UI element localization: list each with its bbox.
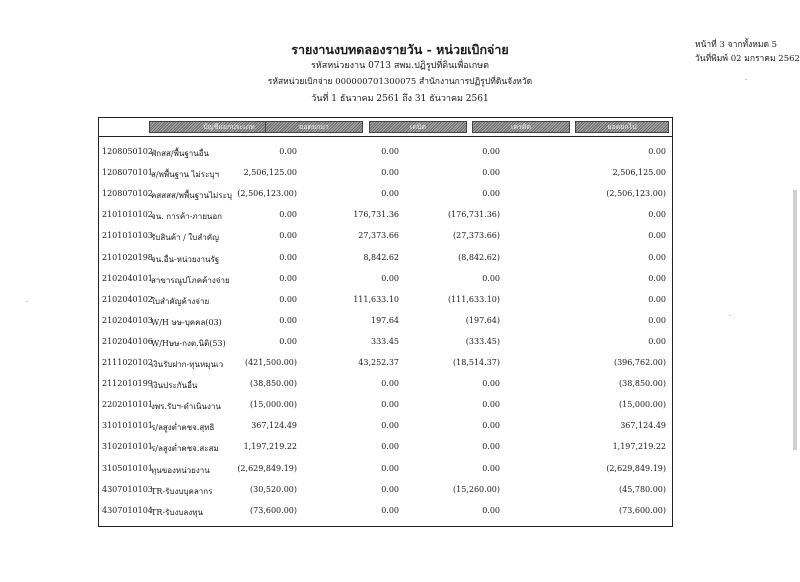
account-code: 3102010101	[102, 442, 153, 452]
account-name: รับสินค้า / ใบสำคัญ	[151, 233, 219, 243]
carried-forward-value: 0.00	[648, 273, 666, 283]
credit-value: 0.00	[482, 189, 500, 199]
account-code: 3105010101	[102, 463, 153, 473]
account-name: จน.อื่น-หน่วยงานรัฐ	[151, 254, 220, 264]
carried-forward-value: (15,000.00)	[619, 400, 666, 410]
carried-forward-value: 1,197,219.22	[612, 442, 666, 452]
account-name: W/Hษษ-กงต.นิติ(53)	[151, 338, 226, 348]
brought-forward-value: 367,124.49	[251, 421, 297, 431]
table-row	[99, 145, 672, 163]
credit-value: 0.00	[482, 442, 500, 452]
carried-forward-value: (45,780.00)	[619, 484, 666, 494]
print-date: วันที่พิมพ์ 02 มกราคม 2562	[695, 54, 800, 64]
carried-forward-value: (2,506,123.00)	[606, 189, 666, 199]
account-name: คสสสส/พพื้นฐานไม่ระบุ	[151, 191, 232, 201]
debit-value: 0.00	[381, 189, 399, 199]
report-title: รายงานงบทดลองรายวัน - หน่วยเบิกจ่าย	[291, 42, 509, 57]
debit-value: 27,373.66	[358, 231, 399, 241]
debit-value: 197.64	[371, 315, 399, 325]
credit-value: (15,260.00)	[453, 484, 500, 494]
account-code: 2202010101	[102, 400, 153, 410]
credit-value: (197.64)	[465, 315, 500, 325]
account-code: 1208070101	[102, 168, 153, 178]
account-code: 2101010102	[102, 210, 153, 220]
brought-forward-value: 0.00	[279, 147, 297, 156]
brought-forward-value: 0.00	[279, 252, 297, 262]
brought-forward-value: (38,850.00)	[250, 379, 297, 389]
table-row	[99, 208, 672, 226]
col-header-debit: เดบิต	[369, 121, 467, 133]
carried-forward-value: (38,850.00)	[619, 379, 666, 389]
credit-value: 0.00	[482, 400, 500, 410]
agency-line: รหัสหน่วยงาน 0713 สพม.ปฏิรูปที่ดินเพื่อเกษต	[310, 61, 490, 71]
account-name: ใบสำคัญค้างจ่าย	[151, 296, 210, 306]
account-code: 4307010104	[102, 505, 153, 515]
debit-value: 0.00	[381, 400, 399, 410]
credit-value: 0.00	[482, 463, 500, 473]
carried-forward-value: 367,124.49	[620, 421, 666, 431]
credit-value: 0.00	[482, 168, 500, 178]
account-code: 2101020198	[102, 252, 153, 262]
account-code: 2102040103	[102, 315, 153, 325]
carried-forward-value: 0.00	[648, 336, 666, 346]
credit-value: 0.00	[482, 505, 500, 515]
debit-value: 43,252.37	[358, 358, 399, 367]
table-row	[99, 251, 672, 269]
brought-forward-value: 0.00	[279, 294, 297, 304]
scan-edge-shadow	[793, 190, 797, 450]
debit-value: 8,842.62	[363, 252, 399, 262]
account-code: 2102040102	[102, 294, 153, 304]
scan-speck: ·	[26, 298, 29, 306]
brought-forward-value: 0.00	[279, 315, 297, 325]
table-row	[99, 166, 672, 184]
credit-value: (111,633.10)	[447, 294, 500, 304]
table-row	[99, 377, 672, 395]
table-row	[99, 419, 672, 437]
carried-forward-value: 0.00	[648, 231, 666, 241]
table-row	[99, 314, 672, 332]
carried-forward-value: 0.00	[648, 294, 666, 304]
col-header-account: บัญชีแยกประเภท	[149, 121, 309, 133]
brought-forward-value: (2,629,849.19)	[237, 463, 297, 473]
debit-value: 0.00	[381, 273, 399, 283]
carried-forward-value: (396,762.00)	[613, 358, 666, 367]
account-code: 1208050102	[102, 147, 153, 156]
table-row	[99, 293, 672, 311]
brought-forward-value: (2,506,123.00)	[237, 189, 297, 199]
date-range: วันที่ 1 ธันวาคม 2561 ถึง 31 ธันวาคม 2561	[311, 94, 489, 104]
col-header-credit: เครดิต	[472, 121, 570, 133]
debit-value: 176,731.36	[353, 210, 399, 220]
credit-value: (176,731.36)	[447, 210, 500, 220]
carried-forward-value: 2,506,125.00	[612, 168, 666, 178]
account-code: 2111020102	[102, 358, 153, 367]
disbursing-unit-line: รหัสหน่วยเบิกจ่าย 000000701300075 สำนักงานการปฏิรูปที่ดินจังหวัด	[267, 77, 533, 87]
brought-forward-value: 0.00	[279, 231, 297, 241]
account-code: 2101010103	[102, 231, 153, 241]
table-row	[99, 483, 672, 501]
debit-value: 0.00	[381, 505, 399, 515]
carried-forward-value: 0.00	[648, 315, 666, 325]
account-name: TR-รับงบลงทุน	[151, 507, 203, 517]
credit-value: (333.45)	[465, 336, 500, 346]
debit-value: 0.00	[381, 484, 399, 494]
credit-value: 0.00	[482, 147, 500, 156]
debit-value: 0.00	[381, 168, 399, 178]
col-header-brought-forward: ยอดยกมา	[265, 121, 363, 133]
scan-speck: ·	[745, 76, 748, 84]
debit-value: 0.00	[381, 463, 399, 473]
carried-forward-value: (73,600.00)	[619, 505, 666, 515]
account-name: งพร.รับฯ-ดำเนินงาน	[151, 402, 221, 412]
table-header	[99, 118, 672, 137]
table-row	[99, 504, 672, 522]
carried-forward-value: 0.00	[648, 147, 666, 156]
credit-value: 0.00	[482, 273, 500, 283]
account-name: สาขารณูปโภคค้างจ่าย	[151, 275, 230, 285]
account-name: เงินประกันอื่น	[151, 381, 198, 391]
account-name: TR-รับงบบุคลากร	[151, 486, 213, 496]
credit-value: (8,842.62)	[458, 252, 500, 262]
credit-value: (27,373.66)	[453, 231, 500, 241]
debit-value: 0.00	[381, 147, 399, 156]
brought-forward-value: (73,600.00)	[250, 505, 297, 515]
table-row	[99, 398, 672, 416]
account-name: ทุนของหน่วยงาน	[151, 465, 210, 475]
brought-forward-value: 0.00	[279, 210, 297, 220]
account-code: 2112010199	[102, 379, 153, 389]
account-name: เงินรับฝาก-ทุนหมุนเว	[151, 360, 224, 369]
account-code: 2102040106	[102, 336, 153, 346]
account-name: ร/ลสูงต่ำคชจ.สะสม	[151, 444, 219, 454]
debit-value: 111,633.10	[353, 294, 399, 304]
carried-forward-value: 0.00	[648, 252, 666, 262]
brought-forward-value: 0.00	[279, 273, 297, 283]
table-row	[99, 356, 672, 374]
table-row	[99, 187, 672, 205]
brought-forward-value: 1,197,219.22	[243, 442, 297, 452]
account-name: ร/ลสูงต่ำคชจ.สุทธิ	[151, 423, 215, 433]
brought-forward-value: 0.00	[279, 336, 297, 346]
carried-forward-value: 0.00	[648, 210, 666, 220]
carried-forward-value: (2,629,849.19)	[606, 463, 666, 473]
account-code: 3101010101	[102, 421, 153, 431]
trial-balance-table	[98, 117, 673, 527]
brought-forward-value: (421,500.00)	[244, 358, 297, 367]
scan-speck: ·	[729, 312, 732, 320]
table-row	[99, 229, 672, 247]
brought-forward-value: 2,506,125.00	[243, 168, 297, 178]
table-row	[99, 440, 672, 458]
debit-value: 0.00	[381, 442, 399, 452]
page-number: หน้าที่ 3 จากทั้งหมด 5	[695, 40, 778, 50]
table-row	[99, 462, 672, 480]
account-code: 2102040101	[102, 273, 153, 283]
account-name: W/H ษษ-บุคคล(03)	[151, 317, 222, 327]
credit-value: (18,514.37)	[453, 358, 500, 367]
account-code: 4307010103	[102, 484, 153, 494]
debit-value: 0.00	[381, 379, 399, 389]
credit-value: 0.00	[482, 421, 500, 431]
col-header-carried-forward: ยอดยกไป	[575, 121, 669, 133]
debit-value: 333.45	[371, 336, 399, 346]
brought-forward-value: (30,520.00)	[250, 484, 297, 494]
debit-value: 0.00	[381, 421, 399, 431]
account-name: จน. การค้า-ภายนอก	[151, 212, 222, 222]
brought-forward-value: (15,000.00)	[250, 400, 297, 410]
table-row	[99, 335, 672, 353]
account-name: พักสส/พื้นฐานอื่น	[151, 149, 209, 158]
account-name: ส/พพื้นฐาน ไม่ระบุฯ	[151, 170, 219, 180]
credit-value: 0.00	[482, 379, 500, 389]
account-code: 1208070102	[102, 189, 153, 199]
table-row	[99, 272, 672, 290]
